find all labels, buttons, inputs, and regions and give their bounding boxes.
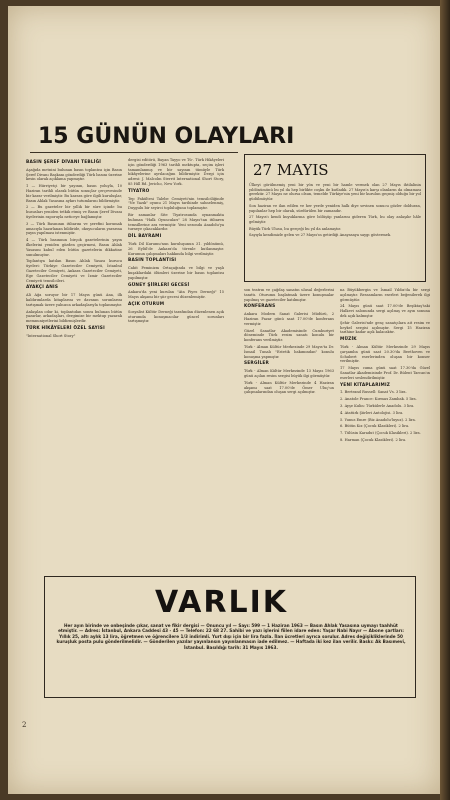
article-paragraph: Sosyalist Kültür Derneği tarafından düzenlenen açık oturumda konuşmacılar güncel sorunları tartışmıştır. (128, 309, 224, 324)
article-paragraph: 7. Tülüsin Karadut (Çocuk Klasikleri). 2 lira. (340, 431, 421, 436)
section-heading: KONFERANS (244, 304, 276, 310)
article-paragraph: 8. Harman (Çocuk Klasikleri). 2 lira. (340, 437, 407, 442)
article-paragraph: Toplantıya katılan Basın Ahlak Yasası kurucu üyeleri: Türkiye Gazeteciler Cemiyeti, İstanbul Gazeteciler Cemiyeti, Ankara Gazeteciler Cemiyeti, Ege Gazeteciler Cemiyeti ve İzmir Gazeteciler Cemiyeti temsilcileri. (26, 259, 122, 283)
article-paragraph: 2. Anatole France: Kırmızı Zambak. 5 lira. (340, 397, 417, 402)
varlik-logo: VARLIK (155, 585, 289, 620)
article-paragraph: na Büyükbergin ve İsmail Yıldız'da bir sergi açılmıştır. Ressamların eserleri beğenilerek ilgi görmüştür. (340, 288, 430, 302)
varlik-ad-text: Her ayın birinde ve onbeşinde çıkar, sanat ve fikir dergisi — Onuncu yıl — Sayı: 599 — 1 Haziran 1963 — Basın Ahlak Yasasına uymayı taahhüt etmiştir. — Adres: İstanbul, Ankara Caddesi 43 - 45 — Telefon: 22 68 27. Sahibi ve yazı işlerini fiilen idare eden: Yaşar Nabi Nayır — Abone şartları: Yıllık 25, altı aylık 13 lira, öğretmen ve öğrencilere 1/3 indirimli. Yurt dışı için bir lira fazla. İlan ücretleri ayrıca sorulur. Adres değişikliklerinde 50 kuruşluk posta pulu gönderilmelidir. — Gönderilen yazılar yayınlansın yayınlanmasın iade edilmez. — Haftada iki kez ilan verilir. Baskı: Ak Basımevi, İstanbul. Basıldığı tarih: 31 Mayıs 1963. (56, 623, 406, 650)
section-heading: AÇIK OTURUM (128, 301, 165, 307)
page-title: 15 GÜNÜN OLAYLARI (38, 124, 295, 149)
article-paragraph: 24 Mayıs günü saat 17.00'de Beşiktaş'taki Halkevi salonunda sergi açılmış ve ayın sonuna dek açık kalmıştır. (340, 304, 430, 318)
article-paragraph: Cahit Feminizm Ortaçağında ve bilgi ve yaşlı kuşaklardaki ölümleri üzerine bir basın toplantısı yapılmıştır. (128, 266, 224, 280)
article-paragraph: 3 — Türk Basınının itibarını ve şerefini korumak amacıyla hazırlanan bildiride, okuyucuların yararına yayın yapılması istenmiştir. (26, 221, 122, 236)
boxed-article-paragraph: Ülkeyi görülmemiş yeni bir yön ve yeni bir hamle vermek olan 27 Mayıs ihtilalinin yıldönümünü bu yıl da hep birlikte coşku ile kutladık. 27 Mayıs'a karşı olanların da olmaması gerektir. 27 Mayıs ne olursa olsun, temelde Türkiye'nin yeni bir kurulun geçmiş olduğu bir yol güdülmüştür. (249, 183, 421, 202)
article-paragraph: 5. Yunus Emre (Biz Anadolu'luyuz). 2 lira. (340, 417, 416, 422)
article-paragraph: Ali Ağa soruyor bir 17 Mayıs günü Ana, ilk kaldırımlarda kitaplarını ve davanın sorunlarını tartışmak üzere yalnızca arkadaşlarıyla toplanmıştır. (26, 293, 122, 307)
boxed-article (244, 154, 426, 282)
title-rule (30, 152, 238, 153)
column-3 (244, 288, 334, 568)
article-paragraph: 2 — Bu gazeteler bir yıllık bir süre içinde bu hususları yeniden tetkik etmiş ve Basın Şeref Divanı üyelerinin raporuyla neticeye bağlamıştır. (26, 205, 122, 219)
article-paragraph: 4 — Türk basınının birçok gazetelerinin yayın ilkelerini yeniden gözden geçirmesi, Basın Ahlak Yasasını kabul eden bütün gazetelerin dikkatine sunulmuştur. (26, 238, 122, 257)
article-paragraph: Türk - Alman Kültür Merkezinde 13 Mayıs 1963 günü açılan resim sergisi büyük ilgi görmüştür. (244, 369, 334, 378)
article-paragraph: Türk - Alman Kültür Merkezinde 29 Mayıs çarşamba günü saat 20.30'da Beethoven ve Schubert eserlerinden oluşan bir konser verilmiştir. (340, 344, 430, 364)
page-number: 2 (22, 721, 27, 729)
article-paragraph: 3. Ayşe Kulin: Türkülerle Anadolu. 3 lira. (340, 403, 415, 408)
section-heading: GÜNEY ŞİİRLERİ GECESİ (128, 282, 190, 288)
article-paragraph: Türk Dil Kurumu'nun kuruluşunun 31. yıldönümü, 26 Eylül'de Ankara'da törenle kutlanmıştır. Kurumun çalışmaları hakkında bilgi verilmiştir. (128, 241, 224, 256)
article-paragraph: Türk - Alman Kültür Merkezinde 4 Haziran akşamı saat 17.00'de Ömer Uluç'un çalışmalarından oluşan sergi açılmıştır. (244, 380, 334, 395)
section-heading: BASIN TOPLANTISI (128, 258, 177, 264)
article-paragraph: 4. Atatürk Şiirleri Antolojisi. 3 lira. (340, 410, 404, 415)
boxed-article-paragraph: Sayıyla kendimizle gelen ve 27 Mayıs'ın getirdiği Anayasaya saygı göstermek. (249, 233, 392, 238)
article-paragraph: 1. Bertrand Russell: Sanat Vs. 3 lira. (340, 390, 407, 395)
boxed-article-body (249, 183, 421, 238)
boxed-article-paragraph: 27 Mayıs'ı kendi kuyuklarına göre bölüşüp yanlarını gideren Türk, bu olay anlaşılır hâle gelmiştir. (249, 215, 421, 224)
article-paragraph: 17 Mayıs cuma günü saat 17.30'da Güzel Sanatlar Akademisinde Prof. Dr. Bülent Tarcan'ın eserleri seslendirilmiştir. (340, 366, 430, 380)
article-paragraph: 1 — Hürriyetçi bir yayının, basın yoluyla, 10 Haziran tarihli olarak bütün sonuçlar çerçevesinde bir karar verilmiştir. Bu karara göre ilgili kuruluşlar, Basın Ahlak Yasasına aykırı tutumlarını bildirmiştir. (26, 184, 122, 203)
magazine-page (8, 6, 440, 794)
page-edge-shadow (440, 0, 450, 800)
article-paragraph: Aşağıda metnini bulunan basın toplantısı için Basın Şeref Divanı Başkanı gönderdiği Türk basını üzerine kesin olarak açıklama yapmıştır. (26, 167, 122, 182)
boxed-article-paragraph: Son haziran ve ilan edilen ve her yerde yeniden halk diye sevinen sonucu gözler dolduran, yapılanlar hep bir olarak, sürdürülen bir zamandır. (249, 203, 421, 213)
column-2 (128, 158, 224, 568)
article-paragraph: Tep Fakültesi Talebe Cemiyeti'nin temsilciliğinde "Ne Yazık" oyunu 21 Mayıs tarihinde sahnelenmiş, Duygulu bir seyirci topluluğunu toplamıştır. (128, 196, 224, 211)
varlik-advertisement (44, 576, 416, 698)
section-heading: DİL BAYRAMI (128, 234, 162, 240)
article-paragraph: Bir zamanlar Site Tiyatrosunda oynanmakta bulunan "Halk Oyuncuları" 28 Mayıs'tan itibaren temsillerine ara vermiştir. Yeni sezonda Anadolu'ya turneye çıkacaklardır. (128, 212, 224, 232)
article-paragraph: dergisi editörü, Bayan Tayyo ve Tü-. Türk Hikâyeleri için gönderdiği 1963 tarihli mektupta, seçim işleri tamamlanmış ve bir sayının tümüyle Türk hikâyelerine ayrılacağını bildirmiştir. Dergi için adresi: J. Malcolm Sterrit International Short Story, 85 Hill Rd. Jericho, New York. (128, 158, 224, 186)
boxed-article-heading: 27 MAYIS (253, 161, 329, 179)
section-heading: SERGİLER (244, 361, 270, 367)
section-heading: AYAKÇI ANIS (26, 285, 59, 291)
article-paragraph: Güzel Sanatlar Akademisinde Cumhuriyet döneminde Türk resim sanatı konulu bir konferans verilmiştir. (244, 328, 334, 343)
article-paragraph: Ankara Modern Sanat Galerisi Müdürü, 2 Haziran Pazar günü saat 17.00'de konferans vermiştir. (244, 312, 334, 326)
section-heading: TÜRK HİKÂYELERİ ÖZEL SAYISI (26, 325, 105, 331)
section-heading: YENİ KİTAPLARIMIZ (340, 382, 391, 388)
article-paragraph: "International Short Story" (26, 333, 76, 338)
section-heading: BASIN ŞEREF DİVANI TEBLİĞİ (26, 160, 102, 165)
boxed-article-paragraph: Büyük Türk Ulusu, bu gerçeği bu yıl da anlamıştır. (249, 226, 341, 231)
article-paragraph: son teatrın ve çağdaş sanatın ulusal değerlerini tanıttı. Oturumu başlatmak üzere konuşmalar yapılmış ve gazeteciler katılmıştır. (244, 288, 334, 302)
article-paragraph: Anlaşılan odur ki, toplantıdan sonra bulunan bütün yazarlar, arkadaşları, dergimize bir mektup yazarak memnuniyetlerini bildirmişlerdir. (26, 309, 122, 324)
article-paragraph: Şehir Galerisi'nde genç sanatçılara ait resim ve heykel sergisi açılmıştır. Sergi 15 Haziran tarihine kadar açık kalacaktır. (340, 320, 430, 335)
article-paragraph: Ankara'da yeni kurulan "Ata Piyes Derneği" 15 Mayıs akşamı bir şiir gecesi düzenlemiştir. (128, 290, 224, 300)
article-paragraph: Türk - Alman Kültür Merkezinde 29 Mayıs'ta Dr. İsmail Tunalı "Estetik bakımından" konulu konuşma yapmıştır. (244, 344, 334, 359)
section-heading: TİYATRO (128, 188, 150, 194)
section-heading: MÜZİK (340, 337, 357, 343)
article-paragraph: 6. Bütün Kız (Çocuk Klasikleri). 2 lira. (340, 424, 410, 429)
